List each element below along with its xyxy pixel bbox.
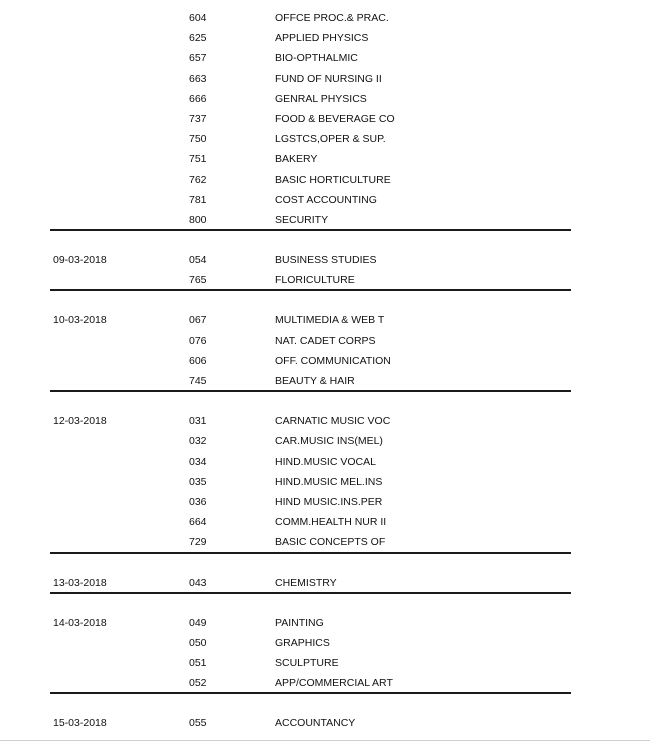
group-divider — [50, 390, 571, 392]
subject-name: GRAPHICS — [275, 636, 330, 649]
table-row — [0, 431, 650, 451]
table-row — [0, 28, 650, 48]
date-group — [0, 250, 650, 290]
group-spacer — [0, 553, 650, 573]
group-spacer — [0, 230, 650, 250]
subject-name: COMM.HEALTH NUR II — [275, 516, 387, 529]
subject-code: 781 — [189, 193, 207, 206]
exam-date: 10-03-2018 — [53, 314, 107, 327]
subject-code: 055 — [189, 717, 207, 730]
subject-name: MULTIMEDIA & WEB T — [275, 314, 385, 327]
subject-code: 745 — [189, 375, 207, 387]
subject-name: NAT. CADET CORPS — [275, 334, 376, 347]
subject-name: HIND MUSIC.INS.PER — [275, 495, 383, 508]
table-row — [0, 89, 650, 109]
subject-code: 625 — [189, 32, 207, 45]
group-divider — [50, 692, 571, 694]
group-divider — [50, 229, 571, 231]
table-row — [0, 149, 650, 169]
subject-name: SCULPTURE — [275, 657, 339, 670]
subject-code: 729 — [189, 536, 207, 549]
date-group — [0, 411, 650, 552]
subject-code: 049 — [189, 616, 207, 629]
group-spacer — [0, 693, 650, 713]
subject-code: 034 — [189, 455, 207, 468]
subject-code: 657 — [189, 52, 207, 65]
subject-code: 663 — [189, 72, 207, 85]
subject-name: FOOD & BEVERAGE CO — [275, 112, 395, 125]
date-group — [0, 613, 650, 694]
subject-name: BASIC CONCEPTS OF — [275, 536, 386, 549]
table-row — [0, 512, 650, 532]
table-row — [0, 713, 650, 733]
group-spacer — [0, 290, 650, 310]
subject-name: BEAUTY & HAIR — [275, 375, 355, 387]
subject-code: 043 — [189, 576, 207, 589]
subject-code: 762 — [189, 173, 207, 186]
subject-code: 737 — [189, 112, 207, 125]
subject-code: 035 — [189, 475, 207, 488]
subject-code: 664 — [189, 516, 207, 529]
table-row — [0, 48, 650, 68]
subject-code: 050 — [189, 636, 207, 649]
subject-name: ACCOUNTANCY — [275, 717, 356, 730]
exam-date: 15-03-2018 — [53, 717, 107, 730]
table-row — [0, 411, 650, 431]
subject-name: GENRAL PHYSICS — [275, 92, 367, 105]
subject-name: BAKERY — [275, 153, 318, 166]
exam-date: 14-03-2018 — [53, 616, 107, 629]
table-row — [0, 673, 650, 693]
subject-code: 036 — [189, 495, 207, 508]
date-group — [0, 573, 650, 593]
subject-name: OFFCE PROC.& PRAC. — [275, 12, 389, 24]
table-row — [0, 532, 650, 552]
subject-name: FUND OF NURSING II — [275, 72, 382, 85]
exam-date: 13-03-2018 — [53, 576, 107, 589]
group-divider — [50, 552, 571, 554]
table-row — [0, 270, 650, 290]
table-row — [0, 310, 650, 330]
subject-code: 666 — [189, 92, 207, 105]
exam-date: 09-03-2018 — [53, 254, 107, 267]
table-row — [0, 653, 650, 673]
table-row — [0, 613, 650, 633]
table-row — [0, 129, 650, 149]
group-spacer — [0, 391, 650, 411]
subject-name: OFF. COMMUNICATION — [275, 354, 391, 367]
subject-name: CHEMISTRY — [275, 576, 337, 589]
exam-schedule-table — [0, 8, 650, 734]
subject-code: 051 — [189, 657, 207, 670]
subject-code: 052 — [189, 677, 207, 690]
table-row — [0, 371, 650, 391]
exam-date: 12-03-2018 — [53, 415, 107, 428]
table-row — [0, 492, 650, 512]
subject-name: COST ACCOUNTING — [275, 193, 377, 206]
subject-name: CARNATIC MUSIC VOC — [275, 415, 391, 428]
subject-name: LGSTCS,OPER & SUP. — [275, 133, 386, 146]
subject-code: 054 — [189, 254, 207, 267]
subject-code: 800 — [189, 213, 207, 226]
table-row — [0, 250, 650, 270]
table-row — [0, 109, 650, 129]
table-row — [0, 351, 650, 371]
subject-code: 031 — [189, 415, 207, 428]
page-edge — [0, 740, 650, 741]
subject-name: APP/COMMERCIAL ART — [275, 677, 393, 690]
date-group — [0, 713, 650, 733]
date-group — [0, 310, 650, 391]
subject-name: CAR.MUSIC INS(MEL) — [275, 435, 383, 448]
table-row — [0, 472, 650, 492]
table-row — [0, 210, 650, 230]
subject-code: 765 — [189, 274, 207, 287]
table-row — [0, 69, 650, 89]
subject-code: 076 — [189, 334, 207, 347]
subject-code: 750 — [189, 133, 207, 146]
subject-code: 032 — [189, 435, 207, 448]
subject-name: SECURITY — [275, 213, 329, 226]
subject-code: 604 — [189, 12, 207, 24]
subject-name: BUSINESS STUDIES — [275, 254, 377, 267]
table-row — [0, 331, 650, 351]
date-group — [0, 8, 650, 230]
subject-name: APPLIED PHYSICS — [275, 32, 369, 45]
table-row — [0, 190, 650, 210]
subject-name: HIND.MUSIC MEL.INS — [275, 475, 383, 488]
subject-name: FLORICULTURE — [275, 274, 355, 287]
subject-code: 606 — [189, 354, 207, 367]
table-row — [0, 8, 650, 28]
subject-code: 067 — [189, 314, 207, 327]
table-row — [0, 170, 650, 190]
subject-code: 751 — [189, 153, 207, 166]
table-row — [0, 633, 650, 653]
group-divider — [50, 592, 571, 594]
subject-name: BIO-OPTHALMIC — [275, 52, 358, 65]
group-spacer — [0, 593, 650, 613]
table-row — [0, 573, 650, 593]
subject-name: HIND.MUSIC VOCAL — [275, 455, 376, 468]
table-row — [0, 452, 650, 472]
subject-name: PAINTING — [275, 616, 324, 629]
subject-name: BASIC HORTICULTURE — [275, 173, 391, 186]
group-divider — [50, 289, 571, 291]
